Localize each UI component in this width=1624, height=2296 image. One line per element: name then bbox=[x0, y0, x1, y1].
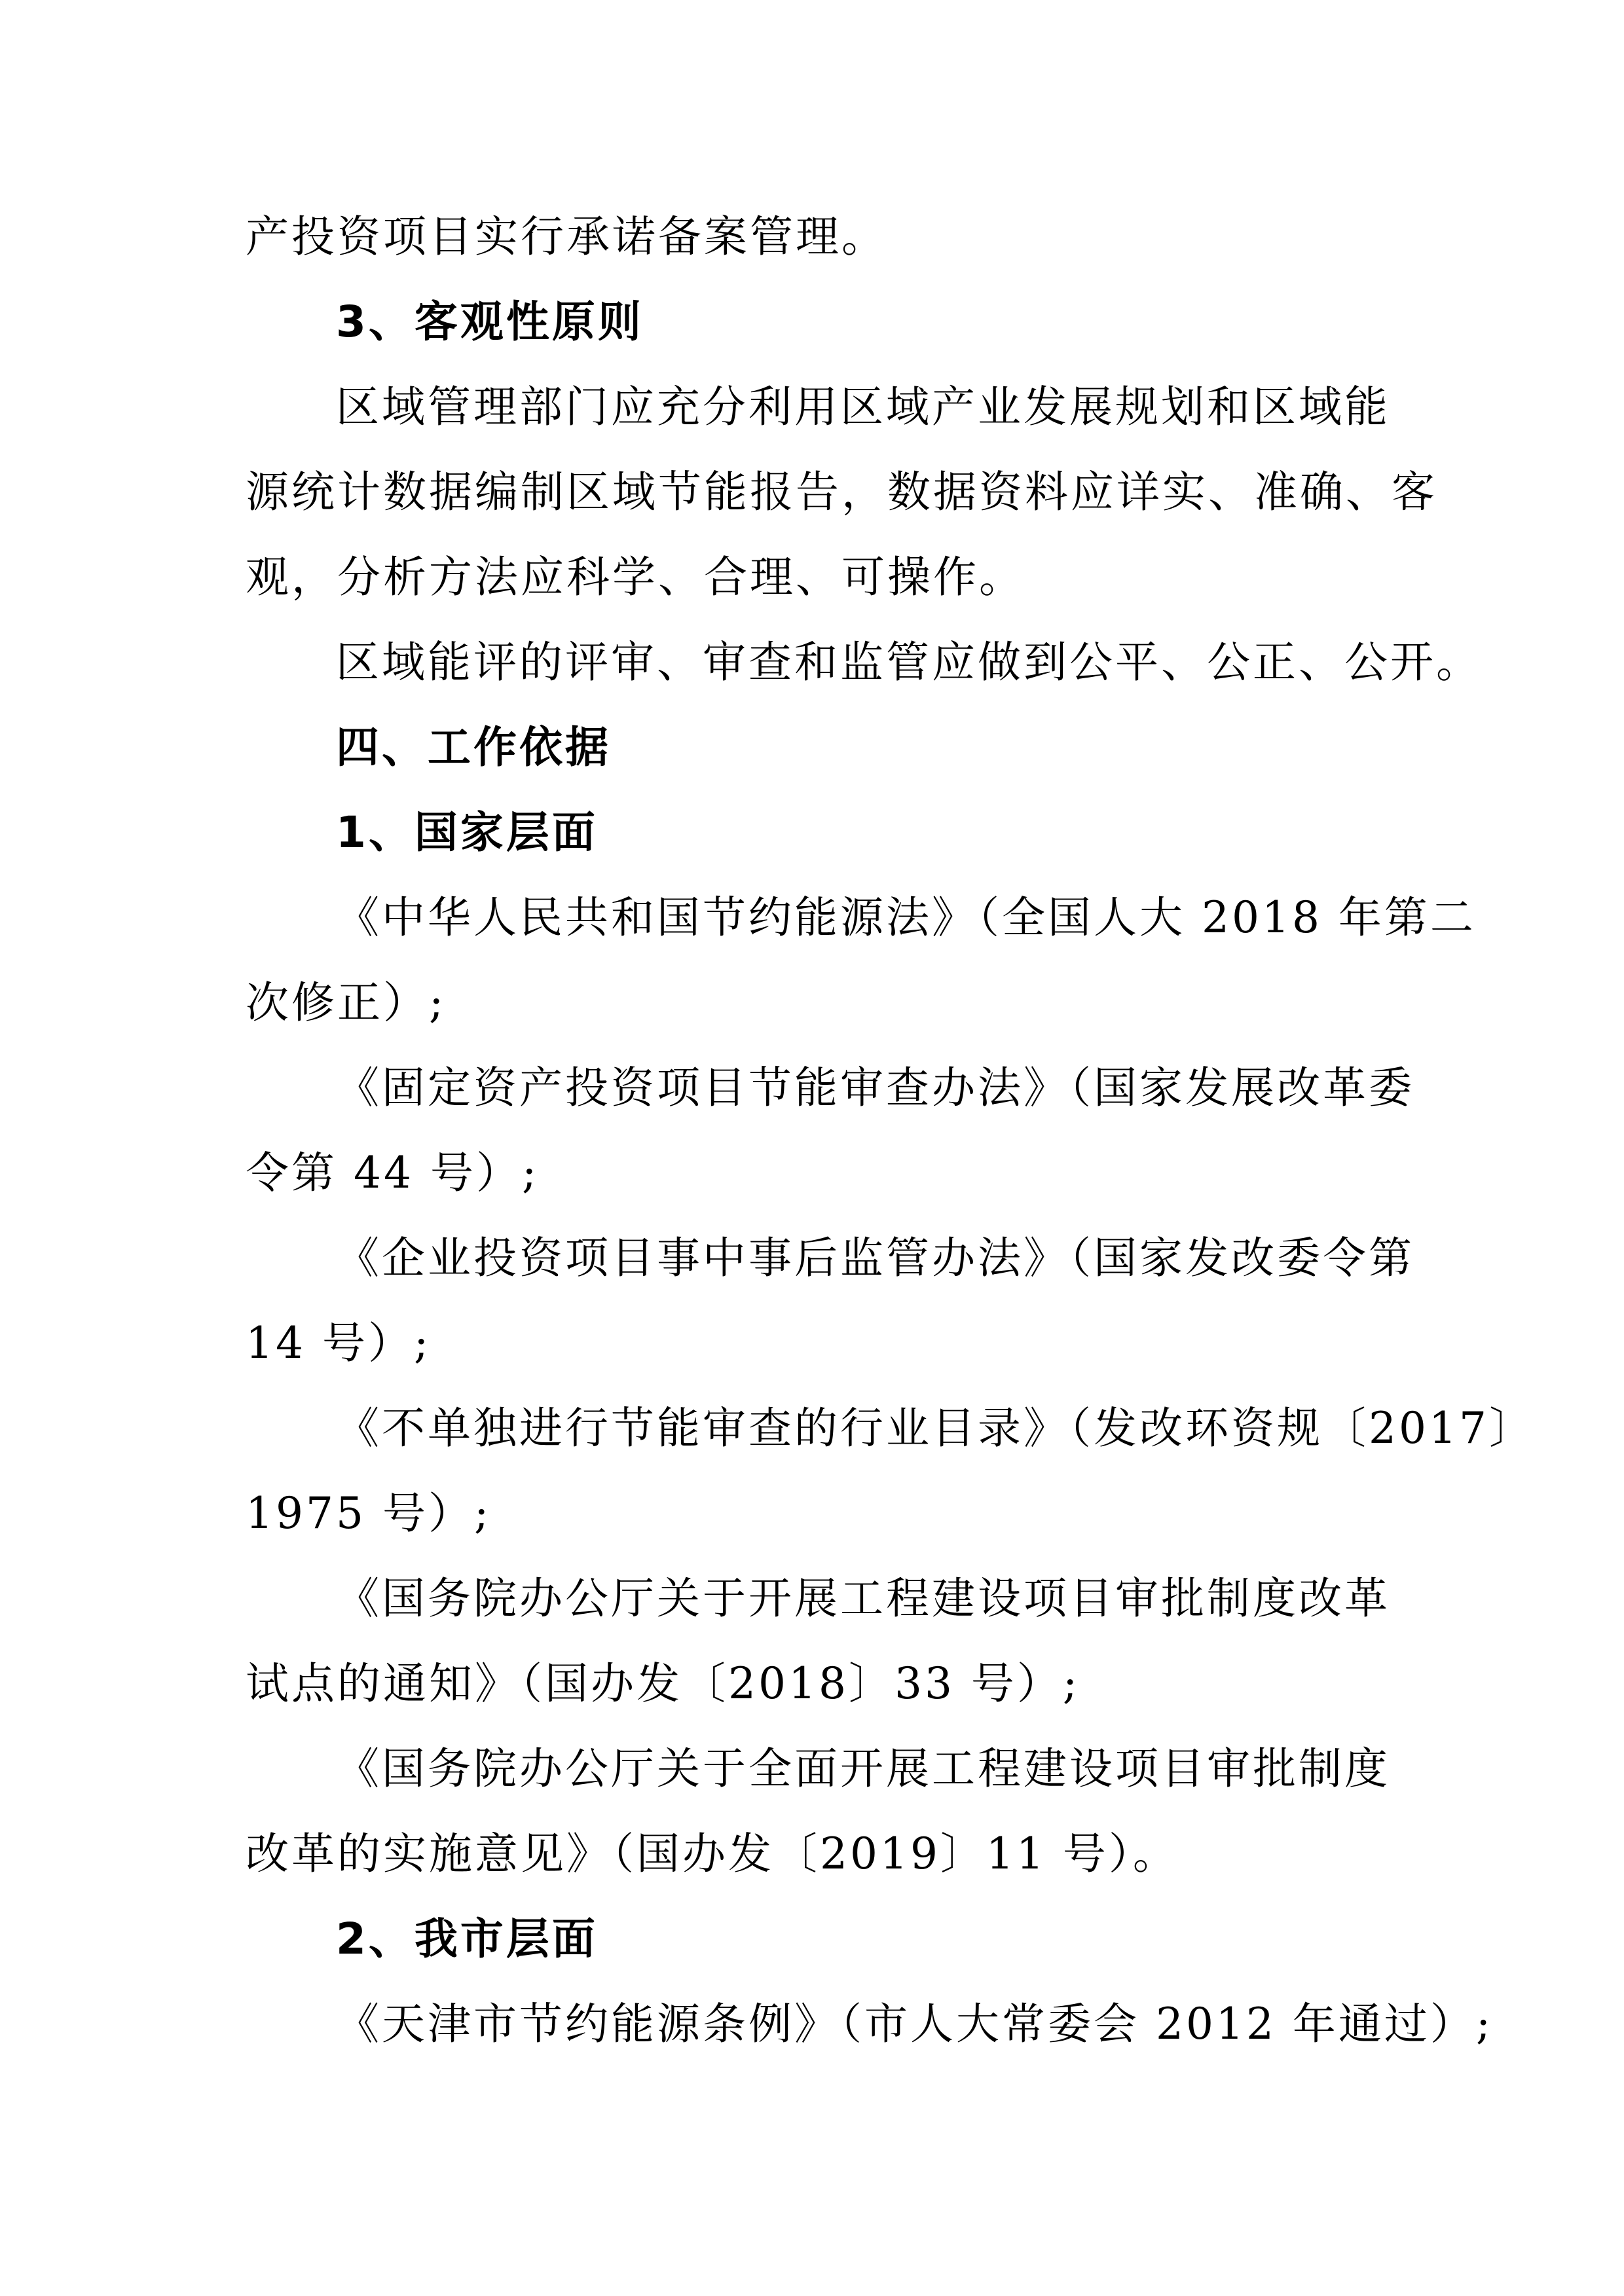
paragraph-line: 源统计数据编制区域节能报告，数据资料应详实、准确、客 bbox=[246, 467, 1437, 517]
section-heading: 1、国家层面 bbox=[336, 807, 598, 858]
paragraph-line: 试点的通知》（国办发〔2018〕33 号）; bbox=[246, 1658, 1080, 1709]
paragraph-line: 观，分析方法应科学、合理、可操作。 bbox=[246, 552, 1025, 602]
paragraph-line: 《国务院办公厅关于全面开展工程建设项目审批制度 bbox=[336, 1743, 1390, 1794]
paragraph-line: 1975 号）; bbox=[246, 1488, 492, 1539]
paragraph-line: 区域能评的评审、审查和监管应做到公平、公正、公开。 bbox=[336, 637, 1482, 687]
paragraph-line: 区域管理部门应充分利用区域产业发展规划和区域能 bbox=[336, 382, 1390, 432]
paragraph-line: 《中华人民共和国节约能源法》（全国人大 2018 年第二 bbox=[336, 892, 1476, 943]
section-heading: 2、我市层面 bbox=[336, 1914, 598, 1964]
section-heading: 3、客观性原则 bbox=[336, 297, 644, 347]
section-heading: 四、工作依据 bbox=[336, 722, 611, 773]
paragraph-line: 《不单独进行节能审查的行业目录》（发改环资规〔2017〕 bbox=[336, 1403, 1535, 1453]
paragraph-line: 改革的实施意见》（国办发〔2019〕11 号）。 bbox=[246, 1829, 1179, 1879]
paragraph-line: 《固定资产投资项目节能审查办法》（国家发展改革委 bbox=[336, 1063, 1414, 1113]
paragraph-line: 《国务院办公厅关于开展工程建设项目审批制度改革 bbox=[336, 1573, 1390, 1624]
paragraph-line: 次修正）; bbox=[246, 977, 447, 1028]
paragraph-line: 《天津市节约能源条例》（市人大常委会 2012 年通过）; bbox=[336, 1999, 1494, 2049]
paragraph-line: 令第 44 号）; bbox=[246, 1148, 540, 1198]
paragraph-line: 《企业投资项目事中事后监管办法》（国家发改委令第 bbox=[336, 1233, 1414, 1283]
paragraph-line: 产投资项目实行承诺备案管理。 bbox=[246, 211, 887, 262]
paragraph-line: 14 号）; bbox=[246, 1318, 432, 1368]
